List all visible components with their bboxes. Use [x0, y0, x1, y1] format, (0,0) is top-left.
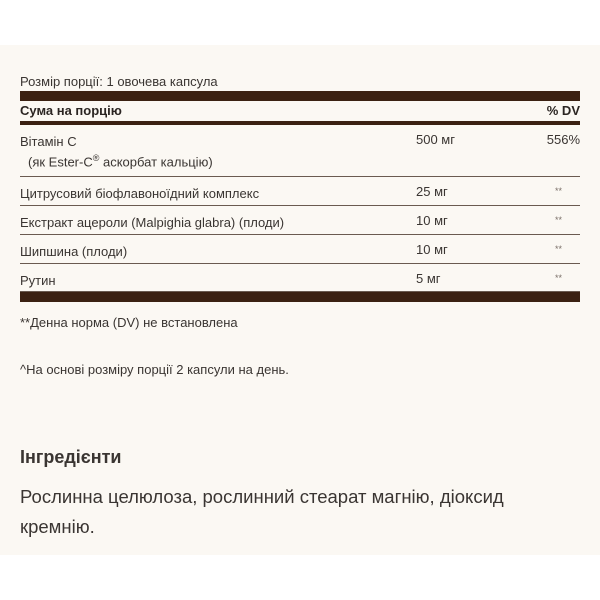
nutrient-amount: 25 мг — [416, 184, 448, 199]
ingredients-list: Рослинна целюлоза, рослинний стеарат магнію, діоксид кремнію. — [20, 486, 504, 537]
serving-size: Розмір порції: 1 овочева капсула — [20, 74, 218, 89]
supplement-facts-table — [20, 73, 580, 379]
table-row-vitamin-c — [20, 125, 580, 177]
nutrient-name: Екстракт ацероли (Malpighia glabra) (плоди) — [20, 215, 285, 230]
daily-value-header: % DV — [546, 103, 580, 118]
top-thick-bar — [20, 91, 580, 101]
nutrient-amount: 10 мг — [416, 242, 448, 257]
nutrient-dv: ** — [554, 273, 562, 283]
nutrient-amount: 10 мг — [416, 213, 448, 228]
nutrient-amount: 5 мг — [416, 271, 441, 286]
table-row-acerola-extract — [20, 206, 580, 235]
nutrient-name: Шипшина (плоди) — [20, 244, 128, 259]
nutrient-dv: ** — [554, 215, 562, 225]
dv-footnote: **Денна норма (DV) не встановлена — [20, 315, 238, 330]
nutrient-dv: ** — [554, 186, 562, 196]
nutrient-dv: 556% — [546, 132, 580, 147]
nutrient-subtext: (як Ester-C® аскорбат кальцію) — [28, 153, 213, 170]
supplement-panel — [0, 45, 600, 555]
nutrient-name: Вітамін C (як Ester-C® аскорбат кальцію) — [20, 125, 416, 176]
table-row-citrus-bioflavonoid — [20, 177, 580, 206]
ingredients-heading: Інгредієнти — [20, 447, 122, 467]
serving-basis-footnote: ^На основі розміру порції 2 капсули на день. — [20, 362, 289, 377]
table-row-rose-hips — [20, 235, 580, 264]
amount-per-serving-header: Сума на порцію — [20, 103, 122, 118]
table-row-rutin — [20, 264, 580, 292]
nutrient-name: Рутин — [20, 273, 56, 288]
nutrient-name: Цитрусовий біофлавоноїдний комплекс — [20, 186, 260, 201]
facts-header-row — [20, 101, 580, 121]
nutrient-dv: ** — [554, 244, 562, 254]
registered-mark: ® — [92, 153, 100, 163]
bottom-thick-bar — [20, 292, 580, 302]
nutrient-amount: 500 мг — [416, 132, 455, 147]
